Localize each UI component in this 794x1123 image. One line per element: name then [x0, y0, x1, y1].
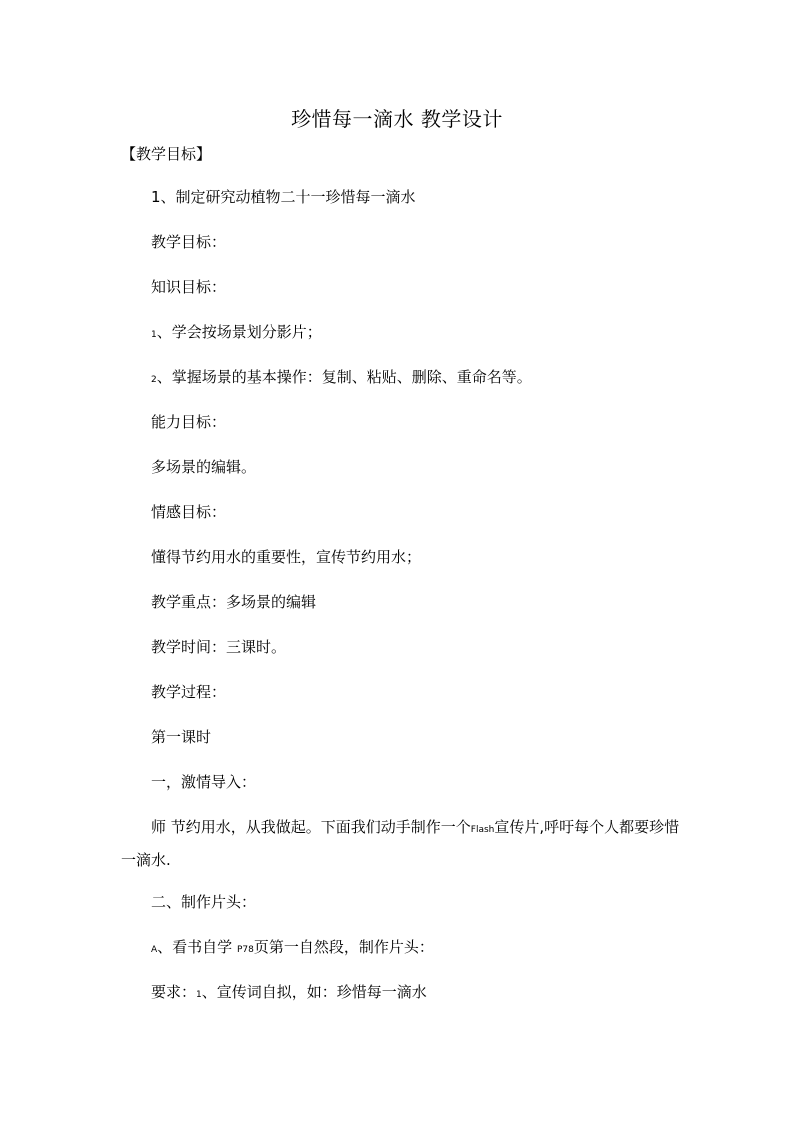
- line-ability-goals: 能力目标：: [151, 413, 227, 431]
- paragraph-text-1: 师 节约用水，从我做起。下面我们动手制作一个: [151, 818, 471, 836]
- line-knowledge-item-1: [151, 322, 322, 345]
- line-make-opening: 二、制作片头：: [151, 893, 257, 911]
- line-self-study: [151, 937, 434, 960]
- step-text: 、看书自学: [157, 938, 233, 956]
- line-knowledge-item-2: [151, 367, 532, 390]
- line-water-importance: 懂得节约用水的重要性，宣传节约用水；: [151, 548, 422, 566]
- line-teaching-focus: 教学重点：多场景的编辑: [151, 593, 317, 611]
- item-number: 1: [151, 330, 157, 340]
- section-heading-teaching-goals: 【教学目标】: [121, 145, 212, 163]
- line-emotional-goals: 情感目标：: [151, 503, 227, 521]
- requirements-label: 要求：: [151, 983, 197, 1001]
- step-marker: A: [151, 945, 158, 955]
- item-text: 、学会按场景划分影片；: [156, 323, 322, 341]
- line-knowledge-goals: 知识目标：: [151, 278, 227, 296]
- requirement-text: 、宣传词自拟，如：珍惜每一滴水: [201, 983, 427, 1001]
- requirement-number: 1: [196, 990, 202, 1000]
- line-multi-scene-editing: 多场景的编辑。: [151, 458, 257, 476]
- line-requirements: [151, 982, 427, 1005]
- document-title: 珍惜每一滴水 教学设计: [291, 107, 503, 131]
- step-text-2: 页第一自然段，制作片头：: [253, 938, 434, 956]
- line-passionate-intro: 一，激情导入：: [151, 773, 257, 791]
- line-teaching-process: 教学过程：: [151, 683, 227, 701]
- page-reference: P78: [236, 945, 254, 955]
- item-number: 2: [151, 375, 157, 385]
- paragraph-text-2: 宣传片,呼吁每个人都要珍惜一滴水.: [121, 818, 680, 869]
- paragraph-teacher-intro: [121, 812, 681, 875]
- line-teaching-time: 教学时间：三课时。: [151, 638, 287, 656]
- item-text: 、掌握场景的基本操作：复制、粘贴、删除、重命名等。: [156, 368, 532, 386]
- line-first-lesson: 第一课时: [151, 728, 212, 746]
- line-course-title: 1、制定研究动植物二十一珍惜每一滴水: [151, 188, 416, 206]
- flash-label: Flash: [470, 825, 495, 835]
- line-teaching-goals: 教学目标：: [151, 233, 227, 251]
